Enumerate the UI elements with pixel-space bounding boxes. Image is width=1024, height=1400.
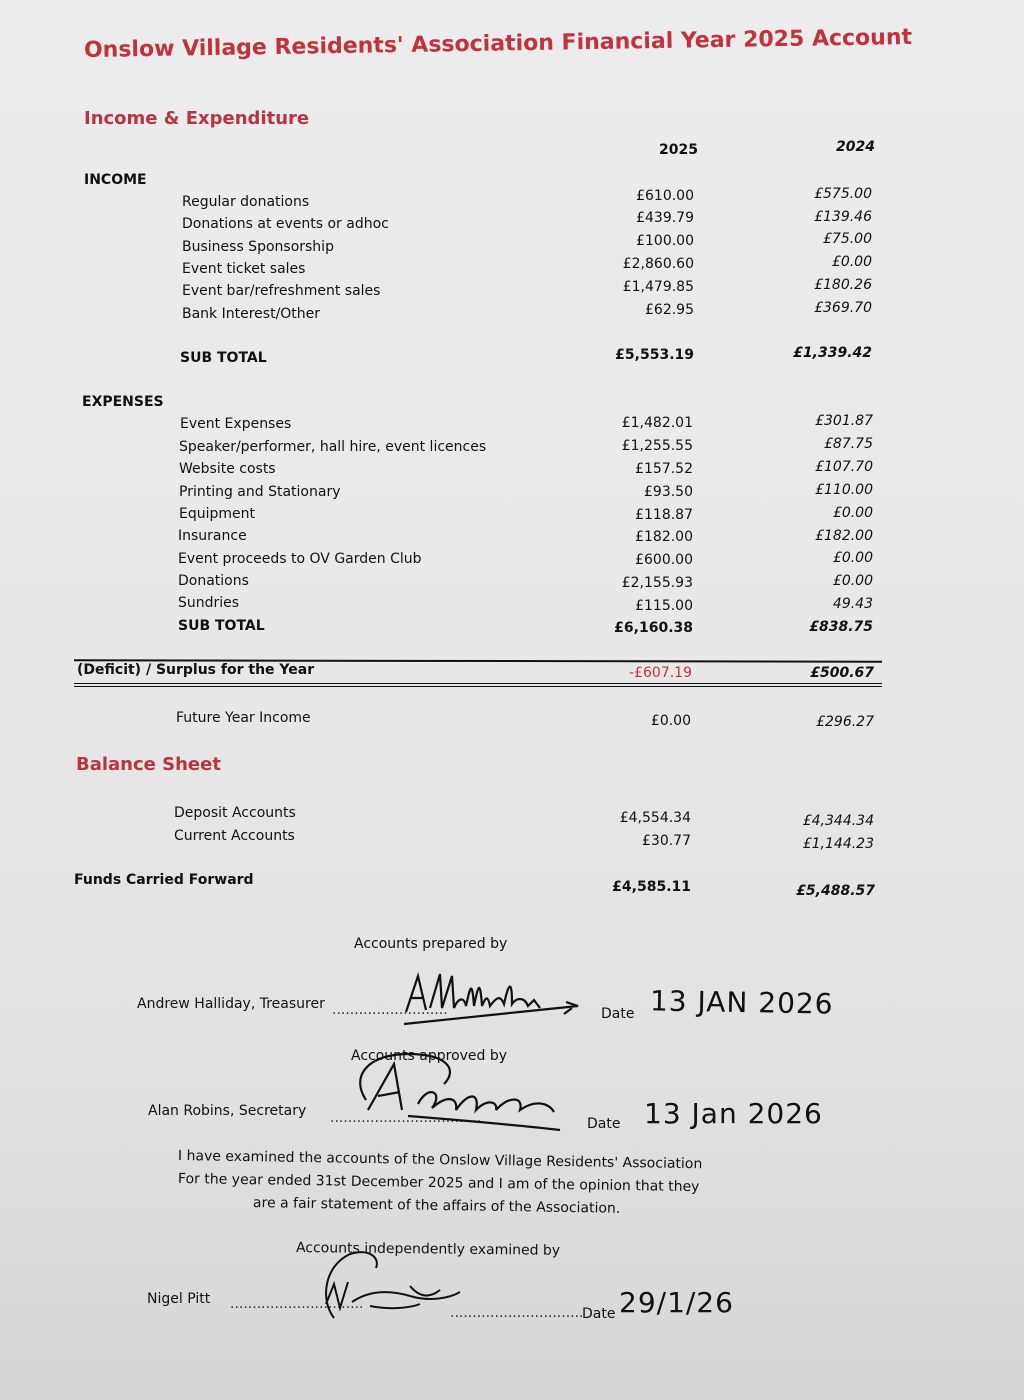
expenses-subtotal-label: SUB TOTAL	[178, 618, 265, 634]
expense-row-2024: £107.70	[815, 459, 873, 475]
treasurer-date: 13 JAN 2026	[649, 984, 834, 1021]
future-income-2025: £0.00	[650, 713, 691, 729]
column-header-2025: 2025	[659, 142, 698, 158]
expense-row-2024: £0.00	[832, 550, 873, 566]
treasurer-signature-line: ..........................	[332, 1002, 448, 1018]
income-row-2025: £1,479.85	[622, 279, 694, 295]
income-row-label: Event bar/refreshment sales	[182, 283, 381, 299]
income-row-label: Business Sponsorship	[182, 239, 334, 255]
expense-row-2025: £115.00	[635, 598, 693, 614]
surplus-double-rule-lower	[74, 686, 882, 687]
expense-row-label: Event Expenses	[180, 416, 292, 432]
expense-row-2024: 49.43	[832, 596, 873, 612]
surplus-2024: £500.67	[810, 665, 874, 681]
secretary-date: 13 Jan 2026	[644, 1097, 823, 1130]
income-row-2025: £2,860.60	[622, 256, 694, 272]
expense-row-label: Equipment	[179, 506, 255, 522]
income-row-label: Donations at events or adhoc	[182, 216, 389, 232]
expense-row-label: Donations	[178, 573, 249, 589]
expenses-subtotal-2024: £838.75	[809, 619, 873, 635]
expenses-subtotal-2025: £6,160.38	[614, 620, 693, 636]
expense-row-label: Event proceeds to OV Garden Club	[178, 551, 422, 567]
expense-row-2024: £0.00	[832, 573, 873, 589]
examined-by-caption: Accounts independently examined by	[295, 1240, 561, 1259]
examiner-statement-line-1: I have examined the accounts of the Onslow Village Residents' Association	[177, 1148, 703, 1173]
income-row-2024: £369.70	[814, 300, 872, 316]
secretary-signature-line: ..................................	[330, 1110, 482, 1126]
expense-row-label: Website costs	[179, 461, 276, 477]
balance-row-2024: £1,144.23	[802, 836, 874, 852]
income-row-2025: £439.79	[636, 210, 694, 226]
surplus-double-rule-upper	[74, 683, 882, 684]
income-expenditure-heading: Income & Expenditure	[84, 108, 310, 129]
document-title: Onslow Village Residents' Association Financial Year 2025 Account	[83, 24, 913, 63]
secretary-name: Alan Robins, Secretary	[148, 1103, 307, 1119]
examiner-signature-line: ..............................	[230, 1296, 364, 1312]
expense-row-2024: £110.00	[815, 482, 873, 498]
examiner-name: Nigel Pitt	[147, 1291, 211, 1307]
future-income-2024: £296.27	[816, 714, 874, 730]
expense-row-2024: £87.75	[824, 436, 873, 452]
income-row-2025: £100.00	[636, 233, 694, 249]
income-row-2024: £139.46	[814, 209, 872, 225]
income-row-label: Event ticket sales	[182, 261, 306, 277]
income-row-2025: £610.00	[636, 188, 694, 204]
expense-row-2025: £1,255.55	[621, 438, 693, 454]
secretary-date-label: Date	[587, 1116, 621, 1132]
expense-row-2025: £600.00	[635, 552, 693, 568]
income-row-2024: £180.26	[814, 277, 872, 293]
expense-row-2025: £1,482.01	[621, 415, 693, 431]
expense-row-2025: £182.00	[635, 529, 693, 545]
balance-row-2024: £4,344.34	[802, 813, 874, 829]
examiner-signature-line-ext: ..............................	[450, 1305, 584, 1321]
income-subtotal-2024: £1,339.42	[793, 345, 872, 361]
income-row-2024: £0.00	[831, 254, 872, 270]
expense-row-label: Printing and Stationary	[179, 484, 341, 500]
expense-row-2024: £301.87	[815, 413, 873, 429]
expense-row-2025: £2,155.93	[621, 575, 693, 591]
balance-row-label: Deposit Accounts	[174, 805, 296, 821]
expense-row-label: Speaker/performer, hall hire, event licences	[179, 439, 487, 455]
expense-row-label: Insurance	[178, 528, 247, 544]
income-row-2024: £575.00	[814, 186, 872, 202]
expense-row-2025: £93.50	[644, 484, 693, 500]
examiner-statement-line-3: are a fair statement of the affairs of the Association.	[252, 1195, 621, 1217]
future-income-label: Future Year Income	[176, 710, 311, 726]
prepared-by-caption: Accounts prepared by	[354, 936, 508, 952]
expense-row-2024: £0.00	[832, 505, 873, 521]
expenses-heading: EXPENSES	[82, 394, 164, 410]
funds-carried-forward-2024: £5,488.57	[796, 883, 875, 899]
treasurer-date-label: Date	[601, 1006, 635, 1022]
balance-row-label: Current Accounts	[174, 828, 295, 844]
examiner-statement-line-2: For the year ended 31st December 2025 and I am of the opinion that they	[177, 1171, 700, 1196]
income-row-2025: £62.95	[645, 302, 694, 318]
income-row-label: Bank Interest/Other	[182, 306, 321, 322]
income-row-label: Regular donations	[182, 194, 310, 210]
examiner-date-label: Date	[582, 1306, 616, 1322]
secretary-signature	[348, 1040, 568, 1135]
balance-sheet-heading: Balance Sheet	[76, 754, 221, 775]
income-subtotal-label: SUB TOTAL	[180, 350, 267, 366]
treasurer-name: Andrew Halliday, Treasurer	[137, 996, 325, 1012]
funds-carried-forward-label: Funds Carried Forward	[74, 872, 254, 888]
balance-row-2025: £30.77	[642, 833, 691, 849]
balance-row-2025: £4,554.34	[619, 810, 691, 826]
expense-row-2024: £182.00	[815, 528, 873, 544]
expense-row-2025: £118.87	[635, 507, 693, 523]
income-heading: INCOME	[84, 172, 147, 188]
expense-row-2025: £157.52	[635, 461, 693, 477]
income-row-2024: £75.00	[823, 231, 872, 247]
surplus-label: (Deficit) / Surplus for the Year	[77, 662, 315, 678]
examiner-date: 29/1/26	[619, 1286, 734, 1319]
examiner-signature	[300, 1246, 470, 1328]
income-subtotal-2025: £5,553.19	[615, 347, 694, 363]
expense-row-label: Sundries	[178, 595, 240, 611]
funds-carried-forward-2025: £4,585.11	[612, 879, 691, 895]
treasurer-signature	[400, 968, 600, 1030]
approved-by-caption: Accounts approved by	[351, 1048, 508, 1064]
surplus-2025: -£607.19	[629, 665, 692, 681]
column-header-2024: 2024	[836, 139, 875, 155]
